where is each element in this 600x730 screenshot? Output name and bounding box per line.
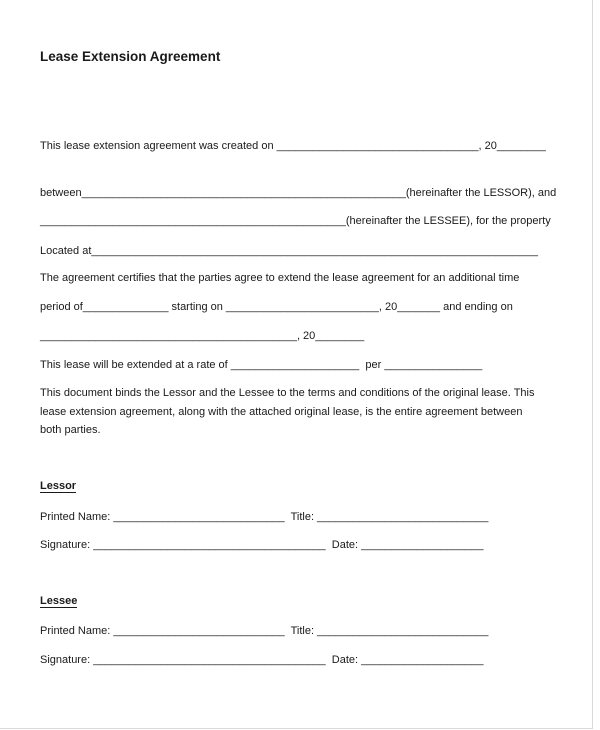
lessor-party-line: between_____________________________________________________(hereinafter the LESSOR), and [40, 187, 557, 199]
binding-paragraph-line-1: This document binds the Lessor and the Lessee to the terms and conditions of the original lease. This [40, 387, 535, 399]
document-title: Lease Extension Agreement [40, 49, 221, 64]
lessee-heading [40, 595, 77, 607]
lessor-signature-line: Signature: ______________________________________ Date: ____________________ [40, 539, 484, 551]
lessee-heading-text: Lessee [40, 595, 78, 607]
created-on-line: This lease extension agreement was created on _________________________________, 20________ [40, 140, 546, 152]
lessee-signature-line: Signature: ______________________________________ Date: ____________________ [40, 654, 484, 666]
rate-line: This lease will be extended at a rate of _____________________ per ________________ [40, 359, 483, 371]
end-date-line: __________________________________________, 20________ [40, 330, 365, 342]
lessor-heading-text: Lessor [40, 480, 77, 492]
certifies-line: The agreement certifies that the parties agree to extend the lease agreement for an additional time [40, 272, 520, 284]
lessor-heading [40, 480, 76, 492]
lessee-printed-name-line: Printed Name: ____________________________ Title: ____________________________ [40, 625, 489, 637]
property-location-line: Located at_________________________________________________________________________ [40, 245, 538, 257]
lessor-printed-name-line: Printed Name: ____________________________ Title: ____________________________ [40, 511, 489, 523]
lessee-party-line: __________________________________________________(hereinafter the LESSEE), for the property [40, 215, 551, 227]
binding-paragraph-line-3: both parties. [40, 424, 101, 436]
binding-paragraph-line-2: lease extension agreement, along with the attached original lease, is the entire agreement between [40, 406, 523, 418]
period-line: period of______________ starting on _________________________, 20_______ and ending on [40, 301, 513, 313]
